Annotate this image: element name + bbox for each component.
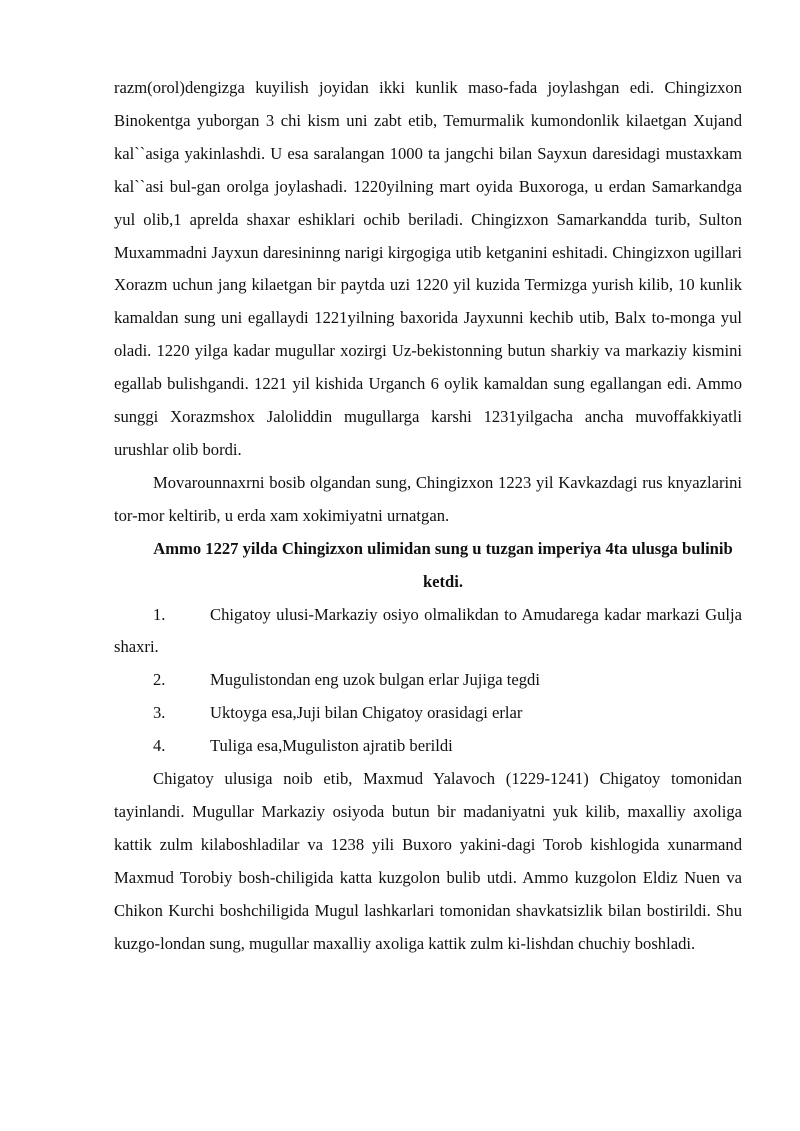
list-item-text: Mugulistondan eng uzok bulgan erlar Jujiga tegdi <box>210 670 540 690</box>
list-item <box>114 730 742 763</box>
paragraph-conquest: razm(orol)dengizga kuyilish joyidan ikki kunlik maso-fada joylashgan edi. Chingizxon Binokentga yuborgan 3 chi kism uni zabt etib, Temurmalik kumondonlik kilaetgan Xujand kal``asiga yakinlashdi. U esa saralangan 1000 ta jangchi bilan Sayxun daresidagi mustaxkam kal``asi bul-gan orolga joylashadi. 1220yilning mart oyida Buxoroga, u erdan Samarkandga yul olib,1 aprelda shaxar eshiklari ochib beriladi. Chingizxon Samarkandda turib, Sulton Muxammadni Jayxun daresininng narigi kirgogiga utib ketganini eshitadi. Chingizxon ugillari Xorazm uchun jang kilaetgan bir paytda uzi 1220 yil kuzida Termizga yurish kilib, 10 kunlik kamaldan sung uni egallaydi 1221yilning baxorida Jayxunni kechib utib, Balx to-monga yul oladi. 1220 yilga kadar mugullar xozirgi Uz-bekistonning butun sharkiy va markaziy kismini egallab bulishgandi. 1221 yil kishida Urganch 6 oylik kamaldan sung egallangan edi. Ammo sunggi Xorazmshox Jaloliddin mugullarga karshi 1231yilgacha ancha muvoffakkiyatli urushlar olib bordi. <box>114 78 742 459</box>
ulus-list <box>114 599 742 764</box>
list-item-text: Uktoyga esa,Juji bilan Chigatoy orasidagi erlar <box>210 703 523 723</box>
list-item-text: Tuliga esa,Muguliston ajratib berildi <box>210 736 453 756</box>
list-item-number: 1. <box>153 604 166 624</box>
list-item <box>114 697 742 730</box>
list-item-text: Chigatoy ulusi-Markaziy osiyo olmalikdan to Amudarega kadar markazi Gulja shaxri. <box>114 604 742 657</box>
document-page <box>114 72 742 960</box>
paragraph-movarounnaxr: Movarounnaxrni bosib olgandan sung, Chingizxon 1223 yil Kavkazdagi rus knyazlarini tor-mor keltirib, u erda xam xokimiyatni urnatgan. <box>114 472 742 525</box>
paragraph-chigatoy-ulus: Chigatoy ulusiga noib etib, Maxmud Yalavoch (1229-1241) Chigatoy tomonidan tayinlandi. Mugullar Markaziy osiyoda butun bir madaniyatni yuk kilib, maxalliy axoliga kattik zulm kilaboshladilar va 1238 yili Buxoro yakini-dagi Torob kishlogida xunarmand Maxmud Torobiy bosh-chiligida katta kuzgolon bulib utdi. Ammo kuzgolon Eldiz Nuen va Chikon Kurchi boshchiligida Mugul lashkarlari tomonidan shavkatsizlik bilan bostirildi. Shu kuzgo-londan sung, mugullar maxalliy axoliga kattik zulm ki-lishdan chuchiy boshladi. <box>114 769 742 953</box>
list-item <box>114 664 742 697</box>
list-item-number: 2. <box>153 670 166 690</box>
list-item-number: 4. <box>153 736 166 756</box>
section-heading: Ammo 1227 yilda Chingizxon ulimidan sung u tuzgan imperiya 4ta ulusga bulinib ketdi. <box>153 538 733 591</box>
list-item <box>114 599 742 665</box>
list-item-number: 3. <box>153 703 166 723</box>
